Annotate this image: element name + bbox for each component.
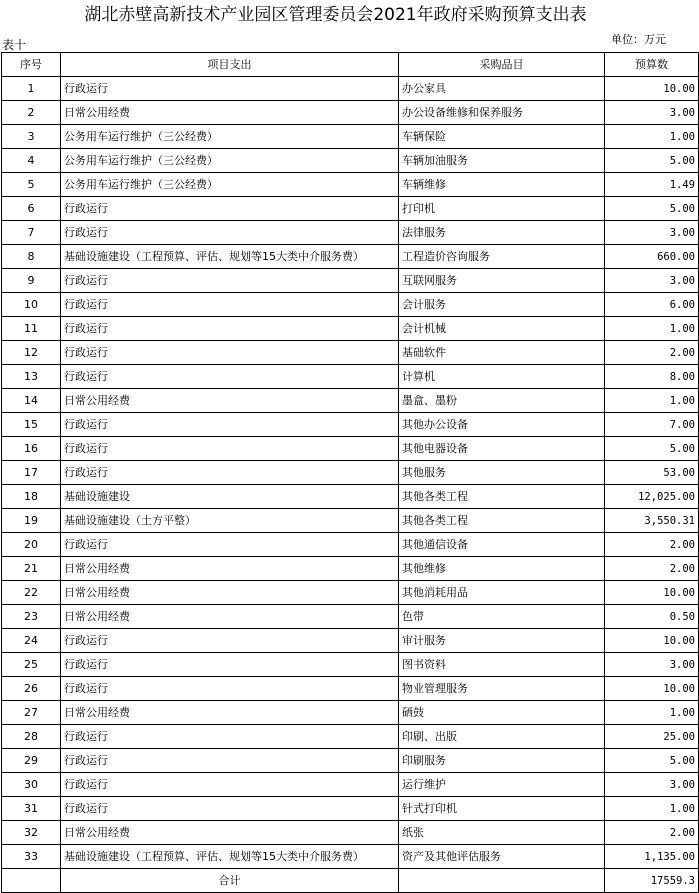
row-item: 基础设施建设 (61, 485, 399, 509)
row-no: 27 (2, 701, 61, 725)
table-row (2, 269, 699, 293)
row-category: 纸张 (399, 821, 605, 845)
row-category: 硒鼓 (399, 701, 605, 725)
row-no: 25 (2, 653, 61, 677)
row-budget: 53.00 (605, 461, 699, 485)
table-row (2, 773, 699, 797)
row-category: 其他各类工程 (399, 509, 605, 533)
row-item: 行政运行 (61, 293, 399, 317)
table-row (2, 677, 699, 701)
budget-table (1, 52, 699, 893)
row-item: 行政运行 (61, 749, 399, 773)
row-no: 13 (2, 365, 61, 389)
row-category: 工程造价咨询服务 (399, 245, 605, 269)
table-id: 表十 (2, 38, 27, 52)
row-no: 15 (2, 413, 61, 437)
row-item: 公务用车运行维护（三公经费） (61, 149, 399, 173)
table-row (2, 389, 699, 413)
row-budget: 10.00 (605, 677, 699, 701)
row-budget: 7.00 (605, 413, 699, 437)
row-category: 互联网服务 (399, 269, 605, 293)
row-no: 14 (2, 389, 61, 413)
row-no: 21 (2, 557, 61, 581)
row-category: 基础软件 (399, 341, 605, 365)
row-no: 26 (2, 677, 61, 701)
row-budget: 10.00 (605, 77, 699, 101)
row-category: 运行维护 (399, 773, 605, 797)
row-budget: 1.00 (605, 317, 699, 341)
row-budget: 1.00 (605, 389, 699, 413)
row-no: 16 (2, 437, 61, 461)
table-row (2, 365, 699, 389)
table-row (2, 341, 699, 365)
row-item: 行政运行 (61, 773, 399, 797)
row-budget: 1.00 (605, 797, 699, 821)
row-item: 行政运行 (61, 413, 399, 437)
table-row (2, 101, 699, 125)
table-row (2, 317, 699, 341)
row-budget: 1.00 (605, 701, 699, 725)
row-item: 行政运行 (61, 437, 399, 461)
row-no: 5 (2, 173, 61, 197)
row-item: 行政运行 (61, 797, 399, 821)
row-category: 资产及其他评估服务 (399, 845, 605, 869)
row-budget: 5.00 (605, 437, 699, 461)
row-no: 28 (2, 725, 61, 749)
table-row (2, 461, 699, 485)
table-row (2, 437, 699, 461)
row-category: 车辆保险 (399, 125, 605, 149)
row-budget: 25.00 (605, 725, 699, 749)
total-row (2, 869, 699, 893)
row-category: 打印机 (399, 197, 605, 221)
row-budget: 3,550.31 (605, 509, 699, 533)
row-item: 行政运行 (61, 269, 399, 293)
row-item: 日常公用经费 (61, 101, 399, 125)
row-budget: 10.00 (605, 581, 699, 605)
row-item: 行政运行 (61, 197, 399, 221)
row-category: 印刷服务 (399, 749, 605, 773)
row-category: 其他消耗用品 (399, 581, 605, 605)
row-budget: 2.00 (605, 341, 699, 365)
row-category: 车辆维修 (399, 173, 605, 197)
row-category: 色带 (399, 605, 605, 629)
table-row (2, 413, 699, 437)
header-row (2, 53, 699, 77)
table-row (2, 533, 699, 557)
row-category: 计算机 (399, 365, 605, 389)
row-no: 29 (2, 749, 61, 773)
table-row (2, 293, 699, 317)
total-label: 合计 (61, 869, 399, 893)
row-item: 行政运行 (61, 461, 399, 485)
row-budget: 1.49 (605, 173, 699, 197)
table-row (2, 725, 699, 749)
row-budget: 660.00 (605, 245, 699, 269)
row-category: 其他服务 (399, 461, 605, 485)
page-title: 湖北赤壁高新技术产业园区管理委员会2021年政府采购预算支出表 (84, 5, 587, 25)
row-item: 基础设施建设（工程预算、评估、规划等15大类中介服务费） (61, 845, 399, 869)
row-item: 行政运行 (61, 653, 399, 677)
table-row (2, 125, 699, 149)
row-no: 11 (2, 317, 61, 341)
row-item: 行政运行 (61, 533, 399, 557)
unit-label: 单位：万元 (611, 33, 666, 46)
table-row (2, 173, 699, 197)
row-budget: 6.00 (605, 293, 699, 317)
row-category: 其他维修 (399, 557, 605, 581)
table-row (2, 605, 699, 629)
row-budget: 5.00 (605, 197, 699, 221)
row-item: 日常公用经费 (61, 701, 399, 725)
row-no: 31 (2, 797, 61, 821)
row-category: 其他各类工程 (399, 485, 605, 509)
table-row (2, 245, 699, 269)
row-no: 23 (2, 605, 61, 629)
row-no: 6 (2, 197, 61, 221)
row-category: 其他电器设备 (399, 437, 605, 461)
total-value: 17559.3 (605, 869, 699, 893)
row-no: 8 (2, 245, 61, 269)
row-budget: 1.00 (605, 125, 699, 149)
row-item: 公务用车运行维护（三公经费） (61, 173, 399, 197)
table-row (2, 701, 699, 725)
row-item: 行政运行 (61, 221, 399, 245)
row-item: 基础设施建设（工程预算、评估、规划等15大类中介服务费） (61, 245, 399, 269)
row-budget: 3.00 (605, 101, 699, 125)
row-item: 行政运行 (61, 725, 399, 749)
total-empty-cell (399, 869, 605, 893)
row-category: 法律服务 (399, 221, 605, 245)
row-no: 9 (2, 269, 61, 293)
row-item: 日常公用经费 (61, 605, 399, 629)
row-no: 1 (2, 77, 61, 101)
row-budget: 8.00 (605, 365, 699, 389)
header-category: 采购品目 (399, 53, 605, 77)
row-category: 其他办公设备 (399, 413, 605, 437)
row-no: 20 (2, 533, 61, 557)
row-no: 33 (2, 845, 61, 869)
table-row (2, 485, 699, 509)
table-row (2, 197, 699, 221)
table-row (2, 221, 699, 245)
row-no: 18 (2, 485, 61, 509)
row-category: 会计机械 (399, 317, 605, 341)
row-category: 办公家具 (399, 77, 605, 101)
table-row (2, 581, 699, 605)
row-budget: 5.00 (605, 749, 699, 773)
table-row (2, 149, 699, 173)
row-budget: 12,025.00 (605, 485, 699, 509)
row-category: 墨盒、墨粉 (399, 389, 605, 413)
row-budget: 2.00 (605, 533, 699, 557)
row-category: 会计服务 (399, 293, 605, 317)
row-item: 日常公用经费 (61, 557, 399, 581)
header-item: 项目支出 (61, 53, 399, 77)
row-item: 行政运行 (61, 317, 399, 341)
table-row (2, 557, 699, 581)
total-empty-cell (2, 869, 61, 893)
table-row (2, 821, 699, 845)
row-budget: 1,135.00 (605, 845, 699, 869)
row-item: 行政运行 (61, 77, 399, 101)
row-no: 22 (2, 581, 61, 605)
row-budget: 10.00 (605, 629, 699, 653)
row-item: 行政运行 (61, 629, 399, 653)
row-budget: 2.00 (605, 821, 699, 845)
row-budget: 3.00 (605, 773, 699, 797)
row-no: 17 (2, 461, 61, 485)
row-item: 行政运行 (61, 341, 399, 365)
row-item: 行政运行 (61, 677, 399, 701)
table-row (2, 653, 699, 677)
table-row (2, 797, 699, 821)
row-item: 基础设施建设（土方平整） (61, 509, 399, 533)
row-item: 日常公用经费 (61, 821, 399, 845)
row-item: 行政运行 (61, 365, 399, 389)
row-category: 针式打印机 (399, 797, 605, 821)
table-row (2, 629, 699, 653)
row-item: 公务用车运行维护（三公经费） (61, 125, 399, 149)
row-budget: 3.00 (605, 653, 699, 677)
row-no: 19 (2, 509, 61, 533)
row-category: 物业管理服务 (399, 677, 605, 701)
table-row (2, 509, 699, 533)
row-no: 7 (2, 221, 61, 245)
row-category: 车辆加油服务 (399, 149, 605, 173)
row-budget: 2.00 (605, 557, 699, 581)
row-category: 印刷、出版 (399, 725, 605, 749)
row-category: 其他通信设备 (399, 533, 605, 557)
row-category: 审计服务 (399, 629, 605, 653)
row-no: 2 (2, 101, 61, 125)
row-no: 30 (2, 773, 61, 797)
row-category: 办公设备维修和保养服务 (399, 101, 605, 125)
table-row (2, 77, 699, 101)
table-row (2, 749, 699, 773)
row-no: 24 (2, 629, 61, 653)
row-no: 4 (2, 149, 61, 173)
row-budget: 0.50 (605, 605, 699, 629)
row-item: 日常公用经费 (61, 581, 399, 605)
row-no: 10 (2, 293, 61, 317)
row-budget: 3.00 (605, 269, 699, 293)
row-category: 图书资料 (399, 653, 605, 677)
row-budget: 5.00 (605, 149, 699, 173)
row-no: 3 (2, 125, 61, 149)
table-row (2, 845, 699, 869)
row-item: 日常公用经费 (61, 389, 399, 413)
header-no: 序号 (2, 53, 61, 77)
row-no: 12 (2, 341, 61, 365)
header-budget: 预算数 (605, 53, 699, 77)
row-no: 32 (2, 821, 61, 845)
row-budget: 3.00 (605, 221, 699, 245)
